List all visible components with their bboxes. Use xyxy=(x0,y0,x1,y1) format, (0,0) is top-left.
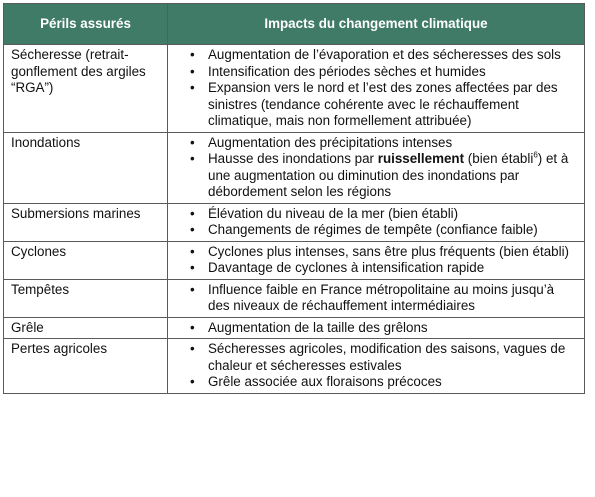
peril-cell: Pertes agricoles xyxy=(4,339,168,394)
impact-text: (bien établi xyxy=(464,151,534,166)
list-item: • Augmentation de l’évaporation et des sécheresses des sols xyxy=(208,47,578,64)
peril-cell: Tempêtes xyxy=(4,279,168,317)
impact-text: Hausse des inondations par xyxy=(208,151,378,166)
peril-cell: Submersions marines xyxy=(4,203,168,241)
peril-cell: Grêle xyxy=(4,317,168,339)
list-item: • Augmentation de la taille des grêlons xyxy=(208,320,578,337)
list-item xyxy=(208,151,578,201)
impact-list xyxy=(175,135,578,201)
impacts-cell xyxy=(168,241,585,279)
peril-cell: Sécheresse (retrait-gonflement des argiles “RGA”) xyxy=(4,45,168,133)
perils-impacts-table xyxy=(3,3,585,394)
list-item: • Expansion vers le nord et l’est des zones affectées par des sinistres (tendance cohérente avec le réchauffement climatique, mais non formellement attribuée) xyxy=(208,80,578,130)
table-row xyxy=(4,317,585,339)
impact-list xyxy=(175,341,578,391)
list-item: • Intensification des périodes sèches et humides xyxy=(208,64,578,81)
list-item: • Changements de régimes de tempête (confiance faible) xyxy=(208,222,578,239)
impacts-cell xyxy=(168,339,585,394)
table-row xyxy=(4,132,585,203)
impacts-cell xyxy=(168,45,585,133)
impacts-cell xyxy=(168,132,585,203)
list-item: • Augmentation des précipitations intenses xyxy=(208,135,578,152)
impacts-cell xyxy=(168,279,585,317)
table-row xyxy=(4,339,585,394)
list-item: • Sécheresses agricoles, modification des saisons, vagues de chaleur et sécheresses estivales xyxy=(208,341,578,374)
impact-text: ) et à une augmentation ou diminution des inondations par débordement selon les régions xyxy=(208,151,569,199)
peril-cell: Cyclones xyxy=(4,241,168,279)
impact-list xyxy=(175,320,578,337)
impacts-cell xyxy=(168,203,585,241)
impacts-cell xyxy=(168,317,585,339)
footnote-ref: 6 xyxy=(533,150,538,160)
impact-list xyxy=(175,47,578,130)
header-impacts: Impacts du changement climatique xyxy=(168,4,585,45)
table-header-row xyxy=(4,4,585,45)
table-row xyxy=(4,45,585,133)
table-row xyxy=(4,279,585,317)
impact-list xyxy=(175,244,578,277)
table-row xyxy=(4,241,585,279)
impact-list xyxy=(175,282,578,315)
list-item: • Influence faible en France métropolitaine au moins jusqu’à des niveaux de réchauffement intermédiaires xyxy=(208,282,578,315)
list-item: • Élévation du niveau de la mer (bien établi) xyxy=(208,206,578,223)
impact-emphasis: ruissellement xyxy=(377,151,465,166)
table-row xyxy=(4,203,585,241)
list-item: • Davantage de cyclones à intensification rapide xyxy=(208,260,578,277)
list-item: • Cyclones plus intenses, sans être plus fréquents (bien établi) xyxy=(208,244,578,261)
peril-cell: Inondations xyxy=(4,132,168,203)
header-perils: Périls assurés xyxy=(4,4,168,45)
impact-list xyxy=(175,206,578,239)
list-item: • Grêle associée aux floraisons précoces xyxy=(208,374,578,391)
